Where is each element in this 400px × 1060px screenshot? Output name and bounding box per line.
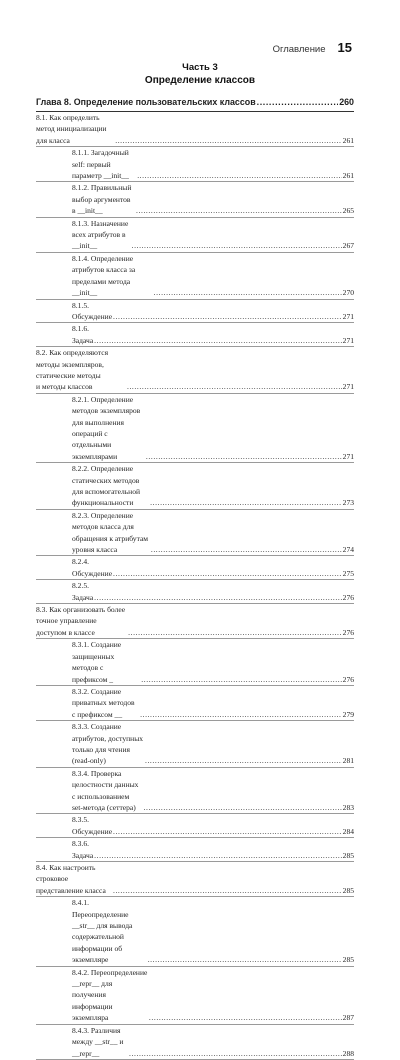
toc-entry-page: 275: [342, 568, 354, 578]
toc-entry[interactable]: [36, 639, 354, 686]
toc-entry-page: 271: [342, 335, 354, 345]
toc-entry-title: [36, 862, 112, 896]
toc-entry-title: [72, 814, 112, 837]
toc-entry-title: [72, 721, 144, 767]
toc-entry[interactable]: [36, 323, 354, 347]
toc-entry-line: 8.1.1. Загадочный self: первый параметр __init__: [72, 148, 129, 181]
toc-entry-line: 8.1.3. Назначение всех атрибутов в __init__: [72, 218, 129, 251]
leader-dots: [128, 627, 342, 638]
toc-entry-line: 8.2.4. Обсуждение: [72, 557, 113, 578]
leader-dots: [115, 135, 341, 146]
leader-dots: [94, 592, 342, 603]
leader-dots: [127, 381, 342, 392]
toc-entry-page: 281: [342, 756, 354, 766]
running-header: [273, 40, 352, 55]
toc-entry-line: 8.1.5. Обсуждение: [72, 300, 113, 321]
toc-entry-title: [72, 686, 139, 720]
toc-entry-page: 276: [342, 592, 354, 602]
toc-entry[interactable]: [36, 838, 354, 862]
toc-entry-page: 265: [342, 206, 354, 216]
toc-entry-line: 8.3.5. Обсуждение: [72, 815, 113, 836]
toc-entry-line: операций с отдельными экземплярами: [72, 428, 118, 461]
toc-entry-line: 8.4.3. Различия между __str__ и __repr__: [72, 1025, 124, 1058]
toc-entry[interactable]: [36, 580, 354, 604]
toc-entry-line: экземпляра: [72, 1013, 109, 1023]
toc-entry-title: [72, 218, 131, 252]
toc-entry-title: [72, 182, 135, 216]
toc-entry[interactable]: [36, 112, 354, 147]
leader-dots: [113, 568, 342, 579]
toc-entry-page: 274: [342, 545, 354, 555]
leader-dots: [144, 802, 342, 813]
leader-dots: [113, 311, 342, 322]
toc-entry-line: 8.1.6. Задача: [72, 324, 94, 345]
toc-entry[interactable]: [36, 1025, 354, 1060]
toc-entry-page: 285: [342, 955, 354, 965]
toc-entry-line: 8.2.5. Задача: [72, 581, 94, 602]
toc-entry-page: 267: [342, 241, 354, 251]
toc-entry-page: 271: [342, 382, 354, 392]
running-header-title: Оглавление: [272, 44, 326, 55]
leader-dots: [94, 335, 342, 346]
toc-entry-line: (read-only): [72, 756, 106, 766]
toc-entry-line: 8.1.4. Определение атрибутов класса за пределами метода __init__: [72, 253, 136, 298]
chapter-entry[interactable]: [36, 97, 354, 112]
toc-entry-line: уровня класса: [72, 545, 118, 555]
leader-dots: [148, 954, 342, 965]
toc-entry-title: [72, 838, 93, 861]
toc-entry-line: информации об экземпляре: [72, 943, 123, 965]
toc-entry-page: 287: [342, 1013, 354, 1023]
toc-entry-page: 276: [342, 674, 354, 684]
leader-dots: [94, 850, 342, 861]
toc-entry-title: [72, 897, 147, 965]
toc-entry-line: 8.2.2. Определение статических методов для вспомогательной: [72, 464, 141, 496]
toc-entry-page: 271: [342, 311, 354, 321]
part-label: Часть 3: [182, 62, 218, 73]
toc-entry[interactable]: [36, 394, 354, 463]
leader-dots: [149, 1012, 342, 1023]
toc-entry-title: [72, 147, 136, 181]
toc-entry[interactable]: [36, 897, 354, 966]
toc-entries: [36, 112, 354, 1060]
toc-entry-line: 8.4.2. Переопределение __repr__ для получения информации: [72, 967, 148, 1011]
toc-entry-page: 261: [342, 135, 354, 145]
toc-entry-title: [72, 768, 143, 814]
toc-entry[interactable]: [36, 814, 354, 838]
toc-entry[interactable]: [36, 768, 354, 815]
leader-dots: [113, 885, 342, 896]
toc-entry[interactable]: [36, 300, 354, 324]
toc-entry-page: 276: [342, 627, 354, 637]
table-of-contents: [36, 97, 354, 1060]
toc-entry-line: 8.3.6. Задача: [72, 839, 94, 860]
toc-entry-line: 8.3.1. Создание защищенных методов с префиксом _: [72, 640, 122, 684]
toc-entry[interactable]: [36, 253, 354, 300]
toc-entry-title: [36, 604, 127, 638]
toc-entry-title: [72, 463, 149, 509]
toc-entry-line: 8.2.3. Определение методов класса для обращения к атрибутам: [72, 510, 149, 543]
toc-entry-page: 288: [342, 1048, 354, 1058]
toc-entry[interactable]: [36, 604, 354, 639]
toc-entry[interactable]: [36, 463, 354, 510]
toc-entry-title: [72, 967, 148, 1024]
toc-entry-line: и методы классов: [36, 382, 93, 392]
leader-dots: [113, 826, 342, 837]
leader-dots: [136, 205, 342, 216]
toc-entry-line: 8.4.1. Переопределение __str__ для вывода содержательной: [72, 898, 133, 942]
toc-entry[interactable]: [36, 218, 354, 253]
toc-entry[interactable]: [36, 967, 354, 1025]
toc-entry[interactable]: [36, 721, 354, 768]
toc-entry-line: 8.3. Как организовать более точное управление доступом в классе: [36, 605, 126, 637]
toc-entry-page: 285: [342, 885, 354, 895]
chapter-title: Глава 8. Определение пользовательских классов: [36, 97, 256, 107]
toc-entry-page: 283: [342, 802, 354, 812]
toc-entry-line: 8.2.1. Определение методов экземпляров для выполнения: [72, 394, 141, 427]
leader-dots: [257, 97, 339, 107]
toc-entry-title: [72, 580, 93, 603]
chapter-page: 260: [339, 97, 354, 107]
leader-dots: [154, 287, 342, 298]
toc-entry-title: [36, 112, 114, 146]
toc-entry-page: 285: [342, 850, 354, 860]
toc-entry-title: [72, 639, 140, 685]
toc-entry-title: [72, 394, 145, 462]
toc-entry-title: [72, 510, 150, 556]
toc-entry-line: 8.3.3. Создание атрибутов, доступных только для чтения: [72, 722, 144, 754]
leader-dots: [141, 674, 341, 685]
toc-entry-line: 8.1.2. Правильный выбор аргументов в __init__: [72, 183, 132, 216]
toc-entry[interactable]: [36, 862, 354, 897]
part-heading: [0, 62, 400, 86]
toc-entry[interactable]: [36, 182, 354, 217]
leader-dots: [132, 240, 342, 251]
toc-entry-line: set-метода (сеттера): [72, 802, 136, 812]
leader-dots: [137, 170, 341, 181]
toc-entry-line: 8.3.2. Создание приватных методов с префиксом __: [72, 686, 135, 719]
toc-entry-page: 284: [342, 826, 354, 836]
toc-entry[interactable]: [36, 556, 354, 580]
toc-entry-title: [72, 556, 112, 579]
toc-entry[interactable]: [36, 347, 354, 394]
leader-dots: [151, 544, 342, 555]
toc-entry-line: функциональности: [72, 498, 134, 508]
toc-entry[interactable]: [36, 147, 354, 182]
toc-entry-page: 273: [342, 498, 354, 508]
toc-entry-page: 279: [342, 709, 354, 719]
toc-entry-title: [72, 1025, 128, 1059]
leader-dots: [146, 451, 342, 462]
leader-dots: [140, 709, 342, 720]
toc-entry-page: 271: [342, 451, 354, 461]
leader-dots: [150, 497, 342, 508]
toc-entry[interactable]: [36, 510, 354, 557]
toc-entry-line: 8.2. Как определяются методы экземпляров, статические методы: [36, 348, 109, 380]
toc-entry-page: 270: [342, 288, 354, 298]
page-number: 15: [337, 40, 352, 55]
part-title: Определение классов: [144, 75, 256, 86]
toc-entry-line: 8.4. Как настроить строковое представление класса: [36, 863, 106, 895]
toc-entry-title: [72, 323, 93, 346]
toc-entry-title: [72, 300, 112, 323]
leader-dots: [145, 755, 342, 766]
toc-entry[interactable]: [36, 686, 354, 721]
toc-entry-line: 8.1. Как определить метод инициализации для класса: [36, 113, 107, 145]
toc-entry-line: 8.3.4. Проверка целостности данных с использованием: [72, 768, 139, 801]
toc-entry-title: [36, 347, 126, 393]
toc-entry-page: 261: [342, 171, 354, 181]
leader-dots: [129, 1048, 342, 1059]
toc-entry-title: [72, 253, 153, 299]
